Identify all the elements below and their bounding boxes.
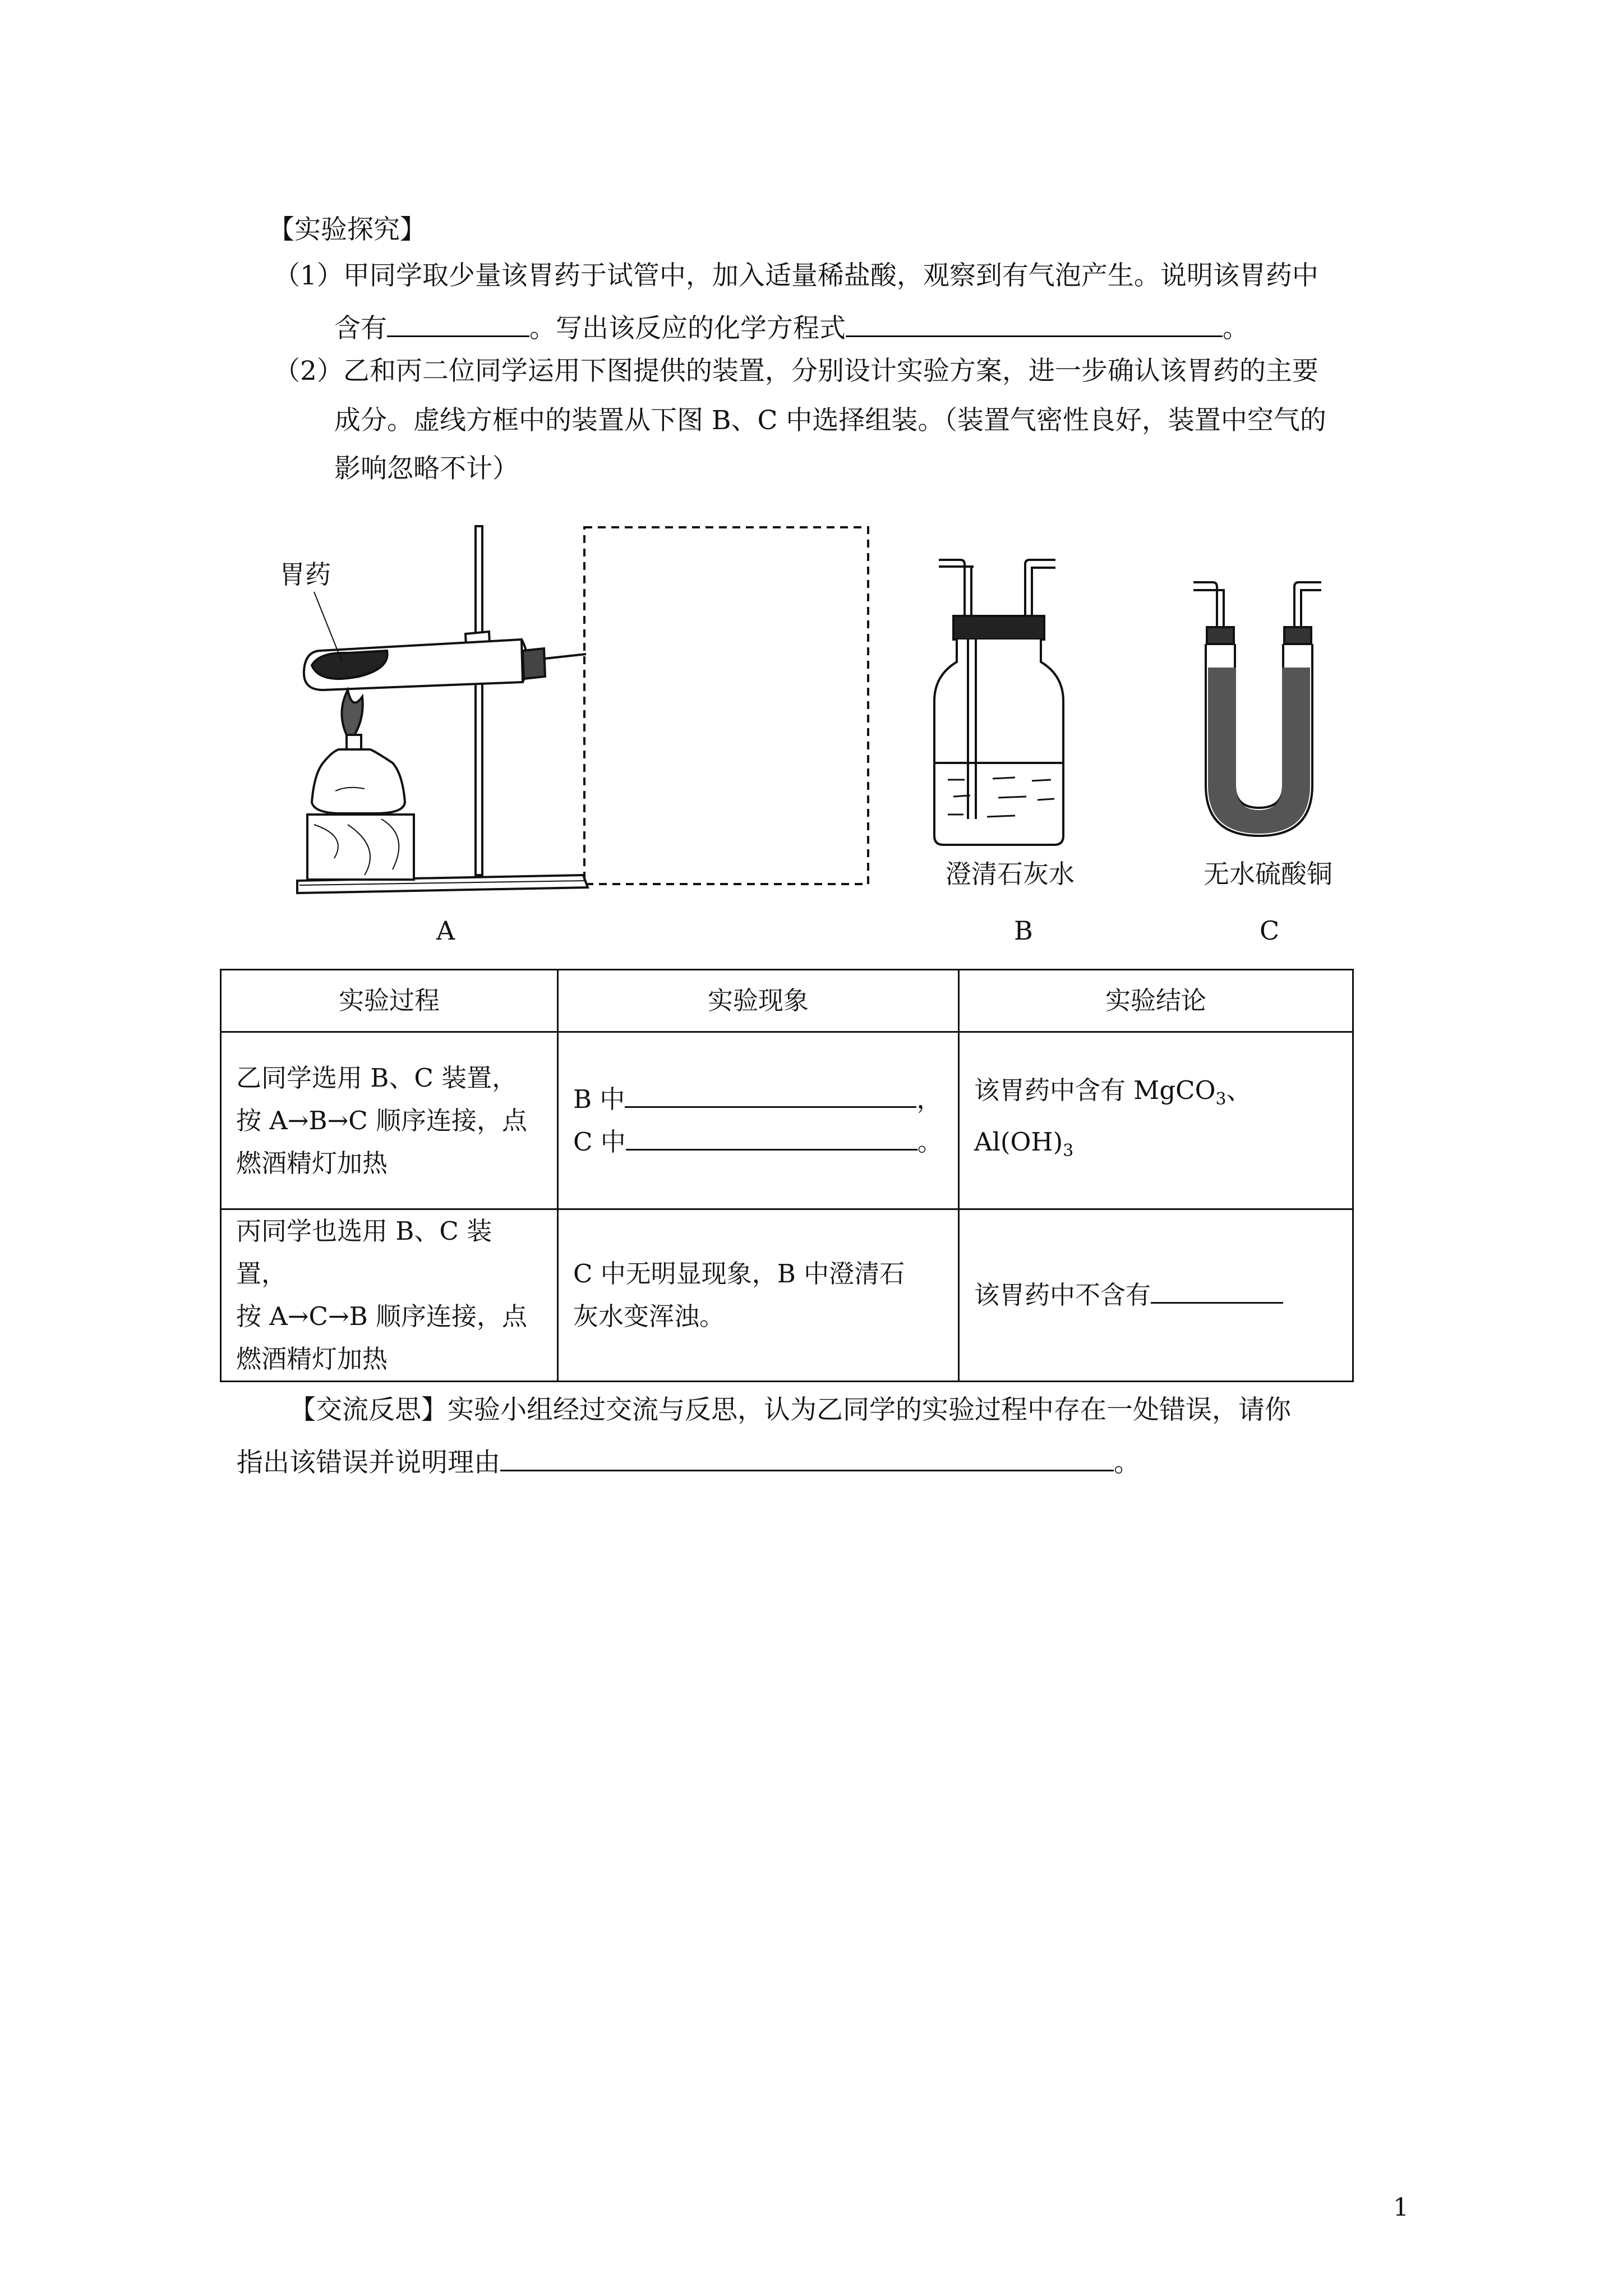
medicine-label: 胃药 xyxy=(279,559,331,590)
answer-blank-c-phenomenon[interactable] xyxy=(626,1123,917,1151)
q1-text-1: 甲同学取少量该胃药于试管中，加入适量稀盐酸，观察到有气泡产生。说明该胃药中 xyxy=(343,260,1318,291)
q1-text-2b: 。写出该反应的化学方程式 xyxy=(529,313,846,344)
q2-text-1: 乙和丙二位同学运用下图提供的装置，分别设计实验方案，进一步确认该胃药的主要 xyxy=(343,356,1318,386)
q1-text-2c: 。 xyxy=(1223,313,1249,344)
q2-line1 xyxy=(274,353,1318,389)
answer-blank-reason[interactable] xyxy=(500,1441,1114,1471)
page-number: 1 xyxy=(1393,2193,1409,2222)
caption-limewater: 澄清石灰水 xyxy=(946,859,1075,889)
row2-process: 丙同学也选用 B、C 装置， 按 A→C→B 顺序连接，点 燃酒精灯加热 xyxy=(221,1209,558,1382)
header-conclusion: 实验结论 xyxy=(959,970,1353,1032)
dashed-placeholder-box xyxy=(582,525,874,890)
answer-blank-ingredient[interactable] xyxy=(387,306,529,337)
answer-blank-b-phenomenon[interactable] xyxy=(625,1080,916,1108)
reflection-title: 【交流反思】 xyxy=(289,1395,448,1425)
answer-blank-not-contained[interactable] xyxy=(1151,1276,1283,1304)
figure-label-b: B xyxy=(1014,915,1033,946)
table-header-row xyxy=(221,970,1353,1032)
row1-process: 乙同学选用 B、C 装置， 按 A→B→C 顺序连接，点 燃酒精灯加热 xyxy=(221,1032,558,1209)
row1-phenomenon: B 中 ， C 中 。 xyxy=(558,1032,959,1209)
q2-line2: 成分。虚线方框中的装置从下图 B、C 中选择组装。（装置气密性良好，装置中空气的 xyxy=(334,405,1326,436)
apparatus-b-bottle xyxy=(931,555,1066,853)
row2-conclusion: 该胃药中不含有 xyxy=(959,1209,1353,1382)
experiment-table xyxy=(220,969,1354,1382)
q1-line2 xyxy=(334,306,1249,347)
header-phenomenon: 实验现象 xyxy=(558,970,959,1032)
row2-phenomenon: C 中无明显现象，B 中澄清石 灰水变浑浊。 xyxy=(558,1209,959,1382)
q2-number: （2） xyxy=(274,356,343,386)
q1-line1 xyxy=(274,258,1318,294)
header-process: 实验过程 xyxy=(221,970,558,1032)
reflection-line1: 【交流反思】实验小组经过交流与反思，认为乙同学的实验过程中存在一处错误，请你 xyxy=(289,1395,1291,1425)
caption-copper-sulfate: 无水硫酸铜 xyxy=(1204,859,1332,889)
table-row xyxy=(221,1032,1353,1209)
reflection-line2: 指出该错误并说明理由 。 xyxy=(237,1441,1140,1481)
row1-conclusion: 该胃药中含有 MgCO$_3$、$Al(OH)_3$ xyxy=(959,1032,1353,1209)
figure-label-a: A xyxy=(436,915,455,946)
q1-text-2a: 含有 xyxy=(334,313,387,344)
section-title: 【实验探究】 xyxy=(268,214,426,245)
figure-label-c: C xyxy=(1260,915,1280,946)
q2-line3: 影响忽略不计） xyxy=(334,453,519,484)
apparatus-c-utube xyxy=(1189,578,1335,847)
q1-number: （1） xyxy=(274,260,343,291)
answer-blank-equation[interactable] xyxy=(846,306,1223,337)
table-row xyxy=(221,1209,1353,1382)
